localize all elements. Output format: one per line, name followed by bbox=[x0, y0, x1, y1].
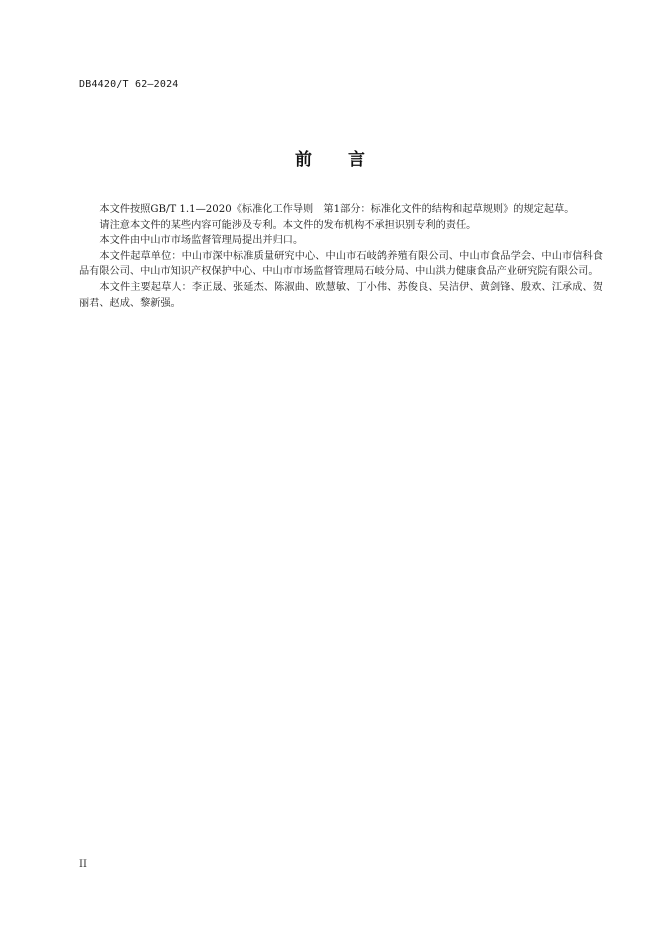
paragraph-main-drafters: 本文件主要起草人：李正晟、张延杰、陈淑曲、欧慧敏、丁小伟、苏俊良、吴洁伊、黄剑锋、殷欢、江承成、贺丽君、赵成、黎新强。 bbox=[79, 281, 603, 309]
paragraph-patent-notice: 请注意本文件的某些内容可能涉及专利。本文件的发布机构不承担识别专利的责任。 bbox=[99, 219, 477, 231]
paragraph-proposer: 本文件由中山市市场监督管理局提出并归口。 bbox=[99, 235, 304, 247]
page-number: II bbox=[79, 859, 87, 870]
page-title bbox=[0, 145, 662, 170]
paragraph-drafting-units: 本文件起草单位：中山市深中标准质量研究中心、中山市石岐鸽养殖有限公司、中山市食品学会、中山市信科食品有限公司、中山市知识产权保护中心、中山市市场监督管理局石岐分局、中山洪力健康食品产业研究院有限公司。 bbox=[79, 250, 603, 278]
standard-code: DB4420/T 62—2024 bbox=[79, 79, 179, 90]
paragraph-drafting-rules: 本文件按照GB/T 1.1—2020《标准化工作导则 第1部分：标准化文件的结构和起草规则》的规定起草。 bbox=[99, 204, 575, 215]
foreword-body bbox=[79, 202, 603, 311]
title-char-1: 前 bbox=[295, 150, 314, 170]
title-char-2: 言 bbox=[348, 150, 367, 170]
